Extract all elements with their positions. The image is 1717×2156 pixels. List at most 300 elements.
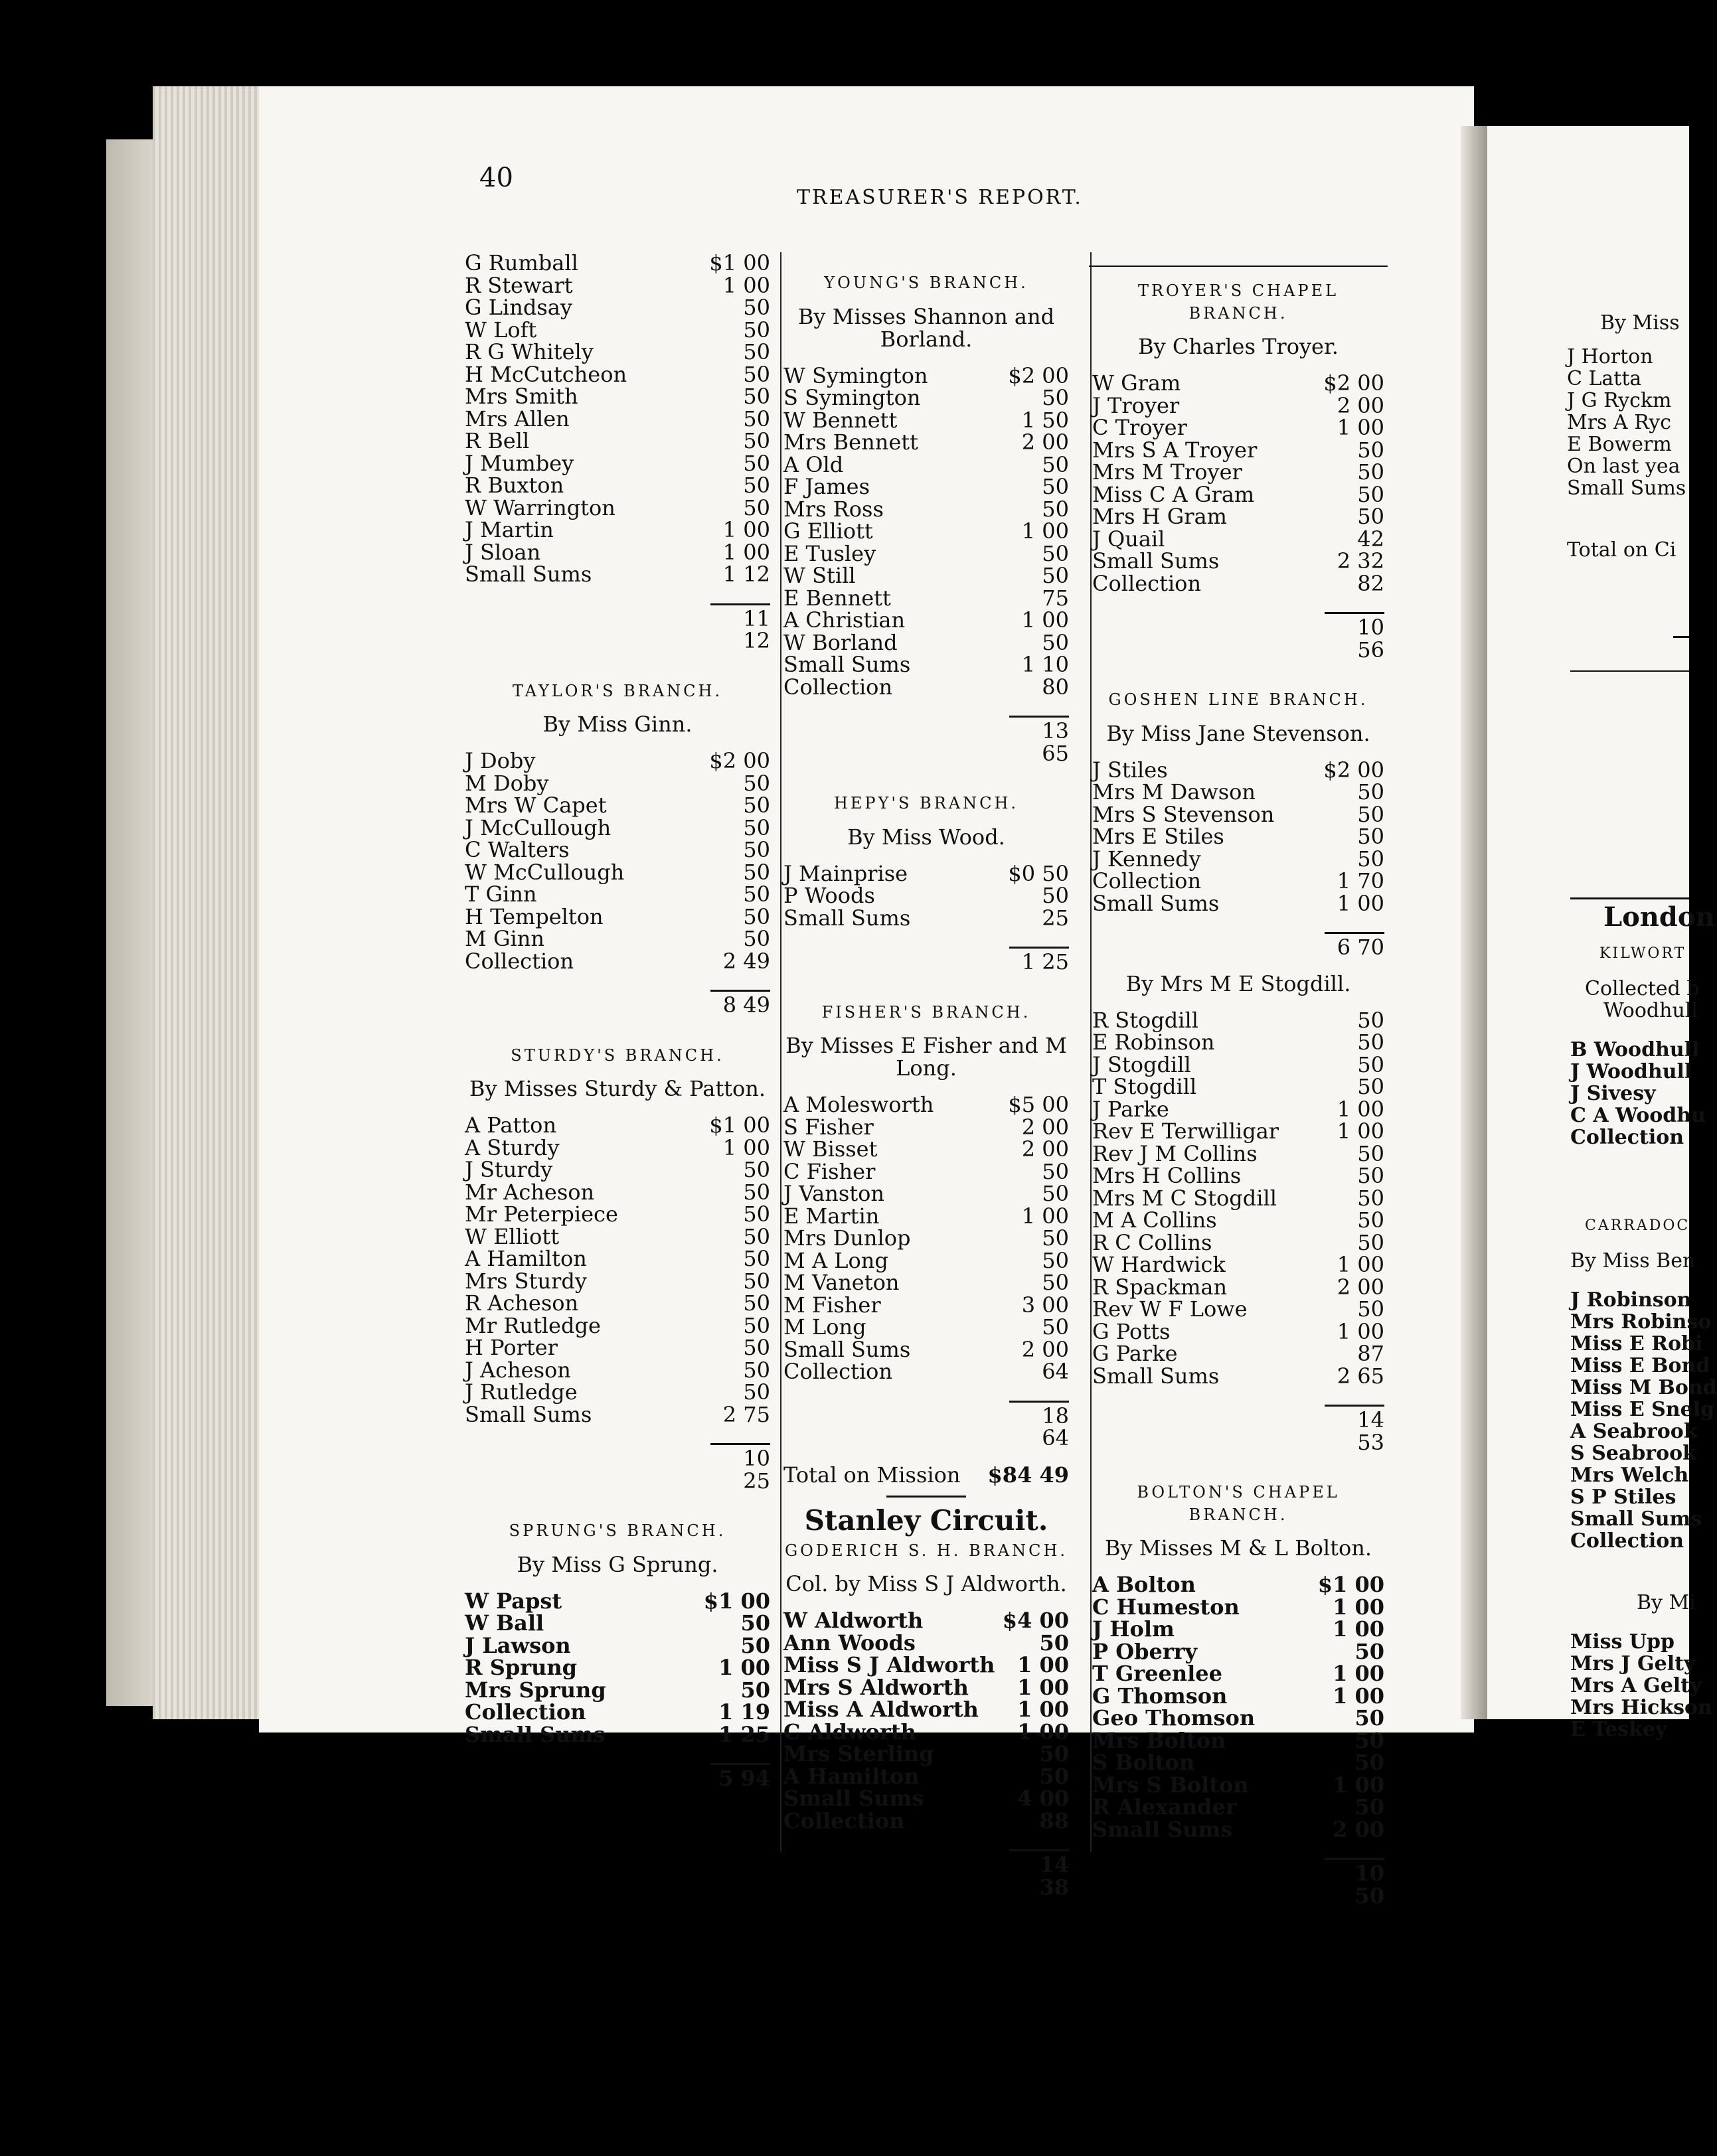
- entry-name: Small Sums: [783, 1336, 911, 1362]
- entry-row: [783, 1810, 1069, 1833]
- entry-amount: 50: [1357, 504, 1384, 529]
- entry-amount: 50: [743, 495, 770, 520]
- entry-amount: 2 32: [1337, 548, 1384, 574]
- entry-row: [465, 1401, 770, 1427]
- entry-name: Small Sums: [465, 562, 592, 587]
- entry-name: R Sprung: [465, 1655, 577, 1680]
- entry-list: [783, 1610, 1069, 1832]
- entry-name: Small Sums: [465, 1721, 606, 1747]
- entry-amount: 3 00: [1021, 1292, 1069, 1318]
- collector-line: By Miss Wood.: [847, 824, 1005, 850]
- entry-name: J Mumbey: [465, 450, 574, 476]
- branch-total: 18 64: [1009, 1401, 1069, 1450]
- entry-amount: 50: [743, 317, 770, 343]
- entry-amount: 1 00: [1337, 890, 1384, 916]
- entry-row: [1092, 1185, 1384, 1211]
- entry-row: [465, 539, 770, 565]
- entry-name: Mr Rutledge: [465, 1312, 601, 1338]
- entry-amount: 50: [1042, 1181, 1069, 1206]
- entry-row: [783, 629, 1069, 655]
- entry-amount: 87: [1357, 1341, 1384, 1366]
- entry-name: Collection: [1570, 1529, 1684, 1553]
- entry-amount: $4 00: [1002, 1608, 1069, 1633]
- entry-row: [1092, 759, 1384, 782]
- entry-row: [1092, 1365, 1384, 1388]
- entry-row: [783, 1116, 1069, 1139]
- entry-name: Mrs Sturdy: [465, 1268, 587, 1294]
- collector-line: By Miss: [1600, 311, 1680, 335]
- entry-list: [1092, 759, 1384, 915]
- entry-amount: 50: [743, 1246, 770, 1271]
- entry-amount: 1 10: [1021, 652, 1069, 677]
- branch-total: 13 65: [1009, 716, 1069, 765]
- collector-line: By Miss Ginn.: [542, 712, 693, 737]
- total-on-circuit-label: Total on Ci: [1567, 538, 1676, 562]
- entry-amount: 50: [1357, 1140, 1384, 1166]
- entry-name: E Tusley: [783, 540, 876, 566]
- entry-row: [465, 770, 770, 796]
- collector-line: By Misses E Fisher and M Long.: [785, 1033, 1067, 1081]
- entry-row: [1092, 1638, 1384, 1664]
- entry-amount: 50: [743, 1290, 770, 1316]
- entry-amount: 1 00: [1337, 1096, 1384, 1122]
- entry-name: Mrs Hickson: [1570, 1696, 1712, 1719]
- entry-amount: 50: [1357, 779, 1384, 805]
- entry-name: M Ginn: [465, 926, 544, 951]
- branch-title: YOUNG'S BRANCH.: [824, 273, 1028, 292]
- entry-amount: 82: [1357, 570, 1384, 596]
- entry-amount: 50: [1357, 1296, 1384, 1322]
- entry-amount: 50: [1039, 1630, 1069, 1656]
- entry-name: J Troyer: [1092, 392, 1180, 418]
- entry-name: J Parke: [1092, 1096, 1169, 1122]
- entry-name: M Long: [783, 1314, 866, 1340]
- entry-row: [783, 496, 1069, 522]
- entry-row: [1092, 1752, 1384, 1774]
- entry-amount: 2 00: [1021, 1336, 1069, 1362]
- entry-name: Small Sums: [1092, 1363, 1220, 1389]
- entry-name: Small Sums: [1092, 1816, 1233, 1842]
- entry-name: J Sturdy: [465, 1157, 553, 1182]
- entry-row: [1092, 1796, 1384, 1819]
- entry-row: [1092, 481, 1384, 507]
- entry-name: R Buxton: [465, 473, 564, 498]
- entry-list: [465, 1590, 770, 1746]
- entry-row: [465, 1359, 770, 1382]
- entry-name: J Holm: [1092, 1616, 1175, 1642]
- entry-row: [465, 750, 770, 773]
- entry-name: R Bell: [465, 428, 530, 453]
- entry-name: M Doby: [465, 770, 549, 796]
- entry-name: W McCullough: [465, 859, 625, 885]
- entry-name: Mrs Bolton: [1092, 1727, 1226, 1753]
- entry-amount: 1 12: [722, 562, 770, 587]
- entry-name: Mrs Bennett: [783, 429, 918, 455]
- entry-row: [465, 1679, 770, 1702]
- entry-row: [783, 1788, 1069, 1810]
- entry-name: Small Sums: [1092, 548, 1220, 574]
- entry-row: [465, 1248, 770, 1270]
- entry-amount: 50: [743, 1312, 770, 1338]
- collector-line: By Misses Sturdy & Patton.: [469, 1076, 766, 1101]
- entry-name: C Humeston: [1092, 1594, 1240, 1620]
- page-number: 40: [479, 163, 513, 193]
- entry-name: S Seabrook: [1570, 1442, 1696, 1465]
- entry-amount: 50: [1042, 451, 1069, 477]
- entry-amount: 50: [1357, 846, 1384, 872]
- entry-row: [1092, 1596, 1384, 1619]
- entry-row: [465, 1337, 770, 1359]
- entry-name: Mr Acheson: [465, 1179, 595, 1205]
- entry-row: [783, 1361, 1069, 1383]
- branch-total: 10 50: [1325, 1858, 1384, 1907]
- entry-amount: $1 00: [703, 1588, 770, 1614]
- entry-row: [1092, 1007, 1384, 1033]
- entry-row: [1092, 870, 1384, 893]
- entry-amount: 1 25: [718, 1721, 770, 1747]
- entry-amount: 50: [743, 1223, 770, 1249]
- branch-total: 14 53: [1325, 1405, 1384, 1454]
- entry-name: A Christian: [783, 607, 906, 633]
- entry-name: G Lindsay: [465, 295, 572, 320]
- entry-name: Ann Woods: [783, 1630, 916, 1656]
- entry-amount: 1 00: [1333, 1616, 1384, 1642]
- entry-name: G Thomson: [1092, 1683, 1228, 1709]
- entry-name: R G Whitely: [465, 339, 594, 364]
- entry-name: C Fisher: [783, 1158, 876, 1184]
- entry-amount: 2 00: [1021, 1136, 1069, 1162]
- entry-row: [465, 341, 770, 364]
- entry-amount: 50: [1042, 1225, 1069, 1251]
- entry-name: Miss E Bond: [1570, 1354, 1710, 1377]
- entry-name: Mrs A Gelty: [1570, 1674, 1702, 1697]
- entry-amount: 50: [1357, 1229, 1384, 1255]
- entry-name: Mrs Dunlop: [783, 1225, 911, 1251]
- entry-name: Miss M Bond: [1570, 1376, 1717, 1399]
- entry-name: A Patton: [465, 1113, 557, 1138]
- right-page-text: [1570, 901, 1717, 1741]
- entry-name: J Rutledge: [465, 1379, 578, 1405]
- entry-amount: 50: [1042, 385, 1069, 410]
- entry-row: [1092, 1707, 1384, 1730]
- entry-amount: 50: [1357, 1185, 1384, 1211]
- entry-amount: 50: [1357, 1074, 1384, 1099]
- entry-name: Mrs Ross: [783, 496, 884, 522]
- entry-amount: 1 00: [1017, 1719, 1069, 1744]
- entry-name: J G Ryckm: [1567, 389, 1672, 412]
- entry-row: [1092, 1685, 1384, 1708]
- entry-row: [783, 1205, 1069, 1228]
- entry-name: J Stiles: [1092, 757, 1168, 783]
- entry-name: T Ginn: [465, 882, 537, 907]
- entry-name: R Alexander: [1092, 1794, 1237, 1819]
- entry-amount: 50: [743, 859, 770, 885]
- entry-amount: 50: [743, 384, 770, 409]
- entry-row: [783, 1294, 1069, 1317]
- branch-title: HEPY'S BRANCH.: [833, 794, 1019, 812]
- entry-name: Small Sums: [1570, 1507, 1702, 1531]
- collector-line: Col. by Miss S J Aldworth.: [785, 1571, 1067, 1596]
- entry-amount: 50: [740, 1610, 770, 1636]
- entry-row: [783, 1227, 1069, 1250]
- entry-amount: 50: [743, 1201, 770, 1227]
- entry-amount: 50: [1042, 629, 1069, 655]
- entry-row: [1092, 826, 1384, 848]
- entry-row: [783, 407, 1069, 433]
- branch-total: 14 38: [1009, 1849, 1069, 1898]
- entry-row: [465, 497, 770, 520]
- entry-row: [783, 1743, 1069, 1766]
- entry-row: [1092, 781, 1384, 804]
- entry-row: [783, 540, 1069, 566]
- entry-row: [465, 903, 770, 929]
- entry-row: [465, 814, 770, 840]
- entry-amount: 2 00: [1333, 1816, 1384, 1842]
- entry-name: F James: [783, 474, 870, 499]
- entry-row: [783, 1094, 1069, 1116]
- entry-amount: 50: [1357, 459, 1384, 485]
- branch-total: 8 49: [710, 990, 770, 1017]
- entry-row: [1092, 1229, 1384, 1255]
- entry-row: [465, 1292, 770, 1315]
- entry-row: [1092, 1076, 1384, 1099]
- collector-line: By Mrs M E Stogdill.: [1125, 970, 1351, 996]
- entry-amount: 1 00: [1333, 1594, 1384, 1620]
- collector-line: By Miss Ben: [1570, 1249, 1696, 1272]
- entry-amount: 50: [743, 339, 770, 364]
- entry-amount: 2 00: [1337, 392, 1384, 418]
- entry-name: Small Sums: [1092, 890, 1220, 916]
- page-edges: [153, 86, 266, 1719]
- branch-title: FISHER'S BRANCH.: [821, 1002, 1031, 1022]
- entry-amount: 1 00: [1021, 607, 1069, 633]
- collector-line: By Mi: [1637, 1591, 1696, 1614]
- entry-name: Collection: [465, 948, 574, 974]
- entry-row: [1092, 1032, 1384, 1054]
- entry-name: Collection: [465, 1699, 586, 1725]
- entry-amount: 50: [743, 903, 770, 929]
- entry-row: [465, 319, 770, 342]
- collector-line: By Charles Troyer.: [1138, 334, 1339, 359]
- branch-title: SPRUNG'S BRANCH.: [509, 1521, 726, 1540]
- entry-name: G Potts: [1092, 1318, 1171, 1344]
- entry-amount: 50: [1354, 1638, 1384, 1664]
- entry-name: Small Sums: [783, 1786, 924, 1811]
- entry-row: [1092, 801, 1384, 827]
- entry-amount: 50: [1042, 883, 1069, 908]
- entry-amount: 50: [1357, 1007, 1384, 1033]
- entry-name: A Molesworth: [783, 1092, 934, 1117]
- entry-list: [1570, 1630, 1712, 1741]
- entry-amount: 50: [740, 1632, 770, 1658]
- entry-name: T Stogdill: [1092, 1074, 1197, 1099]
- branch-total: 10 25: [710, 1443, 770, 1492]
- entry-name: M A Long: [783, 1247, 888, 1273]
- entry-row: [783, 387, 1069, 410]
- entry-row: [783, 1336, 1069, 1362]
- entry-name: Collection: [1570, 1126, 1684, 1149]
- entry-amount: 1 00: [1333, 1683, 1384, 1709]
- entry-name: J Mainprise: [783, 860, 908, 886]
- right-page-text: [1567, 312, 1689, 561]
- entry-amount: 1 00: [1337, 1252, 1384, 1277]
- entry-amount: 1 00: [1021, 1203, 1069, 1229]
- entry-row: [783, 1610, 1069, 1632]
- entry-row: [1092, 506, 1384, 528]
- entry-name: J Vanston: [783, 1181, 885, 1206]
- entry-row: [465, 408, 770, 431]
- entry-row: [783, 1138, 1069, 1161]
- branch-total: 1 25: [1009, 947, 1069, 974]
- entry-name: R Stogdill: [1092, 1007, 1198, 1033]
- branch-title: GODERICH S. H. BRANCH.: [784, 1541, 1068, 1560]
- entry-row: [465, 1203, 770, 1226]
- entry-amount: $2 00: [1323, 370, 1384, 396]
- entry-row: [465, 361, 770, 387]
- entry-name: W Warrington: [465, 495, 615, 520]
- entry-amount: 2 65: [1337, 1363, 1384, 1389]
- entry-row: [1092, 1096, 1384, 1122]
- entry-name: W Elliott: [465, 1223, 560, 1249]
- entry-amount: 50: [1039, 1741, 1069, 1766]
- entry-row: [465, 475, 770, 497]
- entry-amount: 50: [743, 1157, 770, 1182]
- entry-name: Geo Thomson: [1092, 1705, 1256, 1731]
- entry-name: Miss E Snelg: [1570, 1398, 1715, 1421]
- entry-row: [465, 430, 770, 453]
- entry-row: [1092, 528, 1384, 551]
- entry-name: R Acheson: [465, 1290, 579, 1316]
- entry-list: [783, 362, 1069, 700]
- entry-amount: 1 00: [1017, 1674, 1069, 1700]
- entry-name: Collection: [783, 1808, 905, 1833]
- column-rule-1: [780, 252, 781, 1852]
- entry-name: G Parke: [1092, 1341, 1178, 1366]
- entry-amount: 1 00: [722, 539, 770, 565]
- entry-name: W Gram: [1092, 370, 1181, 396]
- entry-row: [1092, 461, 1384, 484]
- entry-row: [783, 565, 1069, 587]
- entry-row: [1092, 890, 1384, 916]
- entry-amount: 50: [1354, 1727, 1384, 1753]
- entry-amount: 50: [743, 450, 770, 476]
- entry-name: Miss Upp: [1570, 1630, 1675, 1654]
- entry-name: W Borland: [783, 629, 898, 655]
- collector-line: By Misses M & L Bolton.: [1104, 1535, 1372, 1561]
- entry-name: S P Stiles: [1570, 1486, 1676, 1509]
- branch-title: TROYER'S CHAPEL BRANCH.: [1137, 281, 1339, 323]
- entry-name: M Vaneton: [783, 1270, 900, 1295]
- entry-list: [1570, 1038, 1706, 1149]
- entry-amount: 1 00: [1337, 415, 1384, 440]
- entry-name: Small Sums: [465, 1401, 592, 1427]
- entry-amount: 50: [1354, 1794, 1384, 1819]
- entry-row: [1092, 417, 1384, 439]
- entry-row: [465, 450, 770, 476]
- entry-row: [783, 1699, 1069, 1721]
- branch-total: 5 94: [710, 1763, 770, 1790]
- entry-row: [1092, 848, 1384, 871]
- entry-amount: 1 70: [1337, 868, 1384, 893]
- entry-list: [465, 252, 770, 586]
- entry-name: Mrs S A Troyer: [1092, 437, 1258, 463]
- branch-title: GOSHEN LINE BRANCH.: [1108, 690, 1368, 709]
- entry-row: [465, 928, 770, 951]
- divider: [1570, 897, 1689, 899]
- entry-name: G Elliott: [783, 518, 873, 544]
- entry-name: Rev J M Collins: [1092, 1140, 1258, 1166]
- collector-line: Woodhull: [1603, 999, 1698, 1022]
- entry-row: [465, 1223, 770, 1249]
- entry-row: [783, 431, 1069, 454]
- entry-row: [465, 1179, 770, 1205]
- column-1: [465, 252, 770, 1790]
- entry-row: [1092, 570, 1384, 596]
- entry-row: [783, 654, 1069, 676]
- entry-row: [465, 1270, 770, 1293]
- entry-name: On last yea: [1567, 455, 1680, 478]
- entry-name: W Bennett: [783, 407, 898, 433]
- entry-row: [465, 519, 770, 542]
- branch-total: 6 70: [1325, 932, 1384, 959]
- entry-amount: 50: [743, 1268, 770, 1294]
- entry-row: [465, 272, 770, 298]
- entry-amount: 50: [1042, 496, 1069, 522]
- entry-row: [1092, 1663, 1384, 1685]
- entry-amount: 25: [1042, 905, 1069, 931]
- entry-amount: $1 00: [709, 250, 770, 275]
- entry-row: [465, 948, 770, 974]
- entry-row: [783, 860, 1069, 886]
- mission-total-label: Total on Mission: [783, 1462, 961, 1488]
- entry-amount: $0 50: [1008, 860, 1069, 886]
- entry-amount: 50: [1354, 1750, 1384, 1775]
- branch-title: CARRADOC: [1585, 1217, 1690, 1234]
- entry-amount: $1 00: [1317, 1572, 1384, 1597]
- entry-amount: $2 00: [1323, 757, 1384, 783]
- entry-name: E Bennett: [783, 585, 891, 611]
- entry-name: Mrs M Dawson: [1092, 779, 1256, 805]
- entry-row: [465, 1701, 770, 1724]
- entry-row: [783, 1272, 1069, 1294]
- entry-amount: 50: [1357, 1051, 1384, 1077]
- entry-list: [1092, 1007, 1384, 1389]
- entry-name: Mrs Smith: [465, 384, 578, 409]
- entry-name: P Woods: [783, 883, 875, 908]
- entry-row: [1092, 1816, 1384, 1842]
- entry-row: [1092, 1618, 1384, 1641]
- entry-amount: 50: [1042, 1247, 1069, 1273]
- entry-amount: 50: [743, 295, 770, 320]
- entry-row: [783, 1632, 1069, 1655]
- entry-amount: 50: [743, 814, 770, 840]
- entry-amount: 1 00: [1017, 1652, 1069, 1677]
- entry-row: [1092, 1120, 1384, 1143]
- entry-name: M Fisher: [783, 1292, 881, 1318]
- entry-amount: 50: [1357, 824, 1384, 849]
- entry-amount: 50: [1042, 540, 1069, 566]
- entry-name: Mrs Welch: [1570, 1464, 1689, 1487]
- entry-list: [465, 1115, 770, 1426]
- entry-name: C A Woodhu: [1570, 1104, 1706, 1127]
- branch-title: KILWORT: [1599, 945, 1686, 962]
- entry-amount: 50: [1042, 474, 1069, 499]
- entry-amount: 50: [1039, 1763, 1069, 1789]
- entry-row: [1092, 1774, 1384, 1797]
- entry-row: [1092, 1254, 1384, 1276]
- entry-amount: 1 00: [1337, 1118, 1384, 1144]
- entry-row: [465, 1721, 770, 1747]
